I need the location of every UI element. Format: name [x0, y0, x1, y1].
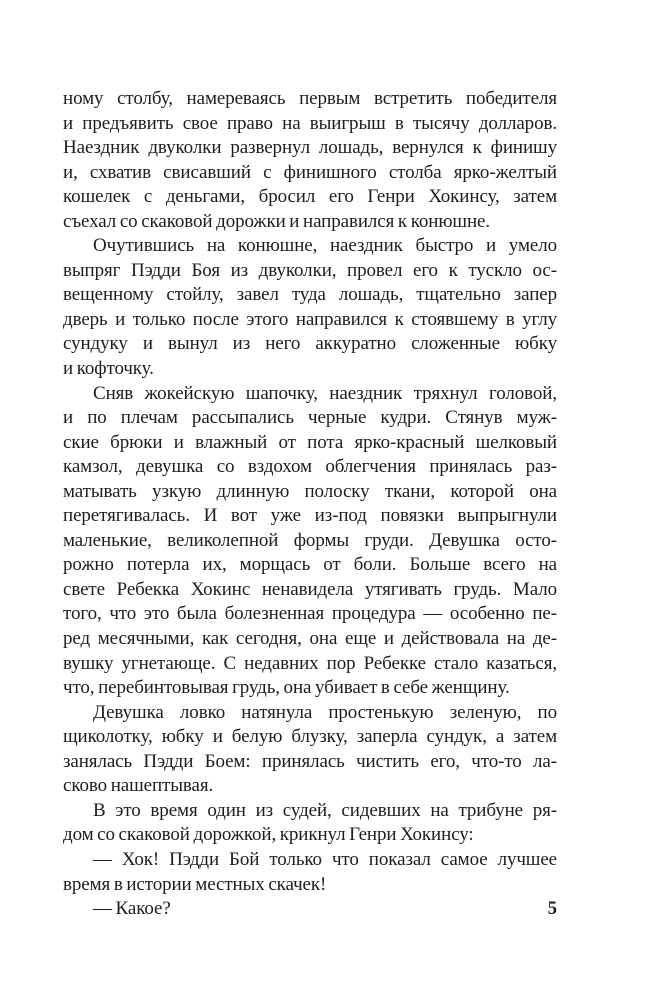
- text-line: Очутившись на конюшне, наездник быстро и умело: [93, 235, 557, 257]
- text-line: ред месячными, как сегодня, она еще и действовала на де-: [63, 628, 557, 650]
- text-line: матывать узкую длинную полоску ткани, которой она: [63, 480, 557, 502]
- text-line: перетягивалась. И вот уже из-под повязки выпрыгнули: [63, 505, 557, 527]
- text-line: рожно потерла их, морщась от боли. Больше всего на: [63, 554, 557, 576]
- text-line: дом со скаковой дорожкой, крикнул Генри Хокинсу:: [63, 824, 474, 846]
- text-line: — Какое?: [93, 898, 171, 920]
- text-line: свете Ребекка Хокинс ненавидела утягивать грудь. Мало: [63, 578, 557, 600]
- text-line: маленькие, великолепной формы груди. Девушка осто-: [63, 529, 557, 551]
- text-line: — Хок! Пэдди Бой только что показал самое лучшее: [93, 848, 557, 870]
- text-line: и предъявить свое право на выигрыш в тысячу долларов.: [63, 112, 557, 134]
- text-line: камзол, девушка со вздохом облегчения принялась раз-: [63, 456, 557, 478]
- page-number: 5: [547, 899, 557, 919]
- text-line: съехал со скаковой дорожки и направился к конюшне.: [63, 210, 491, 232]
- text-line: ному столбу, намереваясь первым встретить победителя: [63, 88, 557, 109]
- text-line: занялась Пэдди Боем: принялась чистить его, что-то ла-: [63, 750, 557, 772]
- text-line: выпряг Пэдди Боя из двуколки, провел его к тускло ос-: [63, 259, 557, 281]
- text-line: время в истории местных скачек!: [63, 873, 327, 895]
- text-line: Наездник двуколки развернул лошадь, вернулся к финишу: [63, 137, 557, 159]
- text-line: вушку угнетающе. С недавних пор Ребекке стало казаться,: [63, 652, 557, 674]
- text-line: Сняв жокейскую шапочку, наездник тряхнул головой,: [93, 382, 557, 404]
- text-line: дверь и только после этого направился к стоявшему в углу: [63, 308, 557, 330]
- text-line: и по плечам рассыпались черные кудри. Стянув муж-: [63, 407, 557, 429]
- text-line: и, схватив свисавший с финишного столба ярко-желтый: [63, 161, 557, 183]
- text-line: вещенному стойлу, завел туда лошадь, тщательно запер: [63, 284, 557, 306]
- text-line: того, что это была болезненная процедура — особенно пе-: [63, 603, 557, 625]
- text-line: сково нашептывая.: [63, 775, 214, 797]
- page-text: [63, 87, 557, 922]
- text-line: ские брюки и влажный от пота ярко-красный шелковый: [63, 431, 557, 453]
- text-line: В это время один из судей, сидевших на трибуне ря-: [93, 799, 557, 821]
- text-line: и кофточку.: [63, 358, 154, 380]
- text-line: Девушка ловко натянула простенькую зеленую, по: [93, 701, 557, 723]
- text-line: что, перебинтовывая грудь, она убивает в себе женщину.: [63, 677, 510, 699]
- text-line: сундуку и вынул из него аккуратно сложенные юбку: [63, 333, 557, 355]
- text-line: щиколотку, юбку и белую блузку, заперла сундук, а затем: [63, 726, 557, 748]
- text-line: кошелек с деньгами, бросил его Генри Хокинсу, затем: [63, 186, 557, 208]
